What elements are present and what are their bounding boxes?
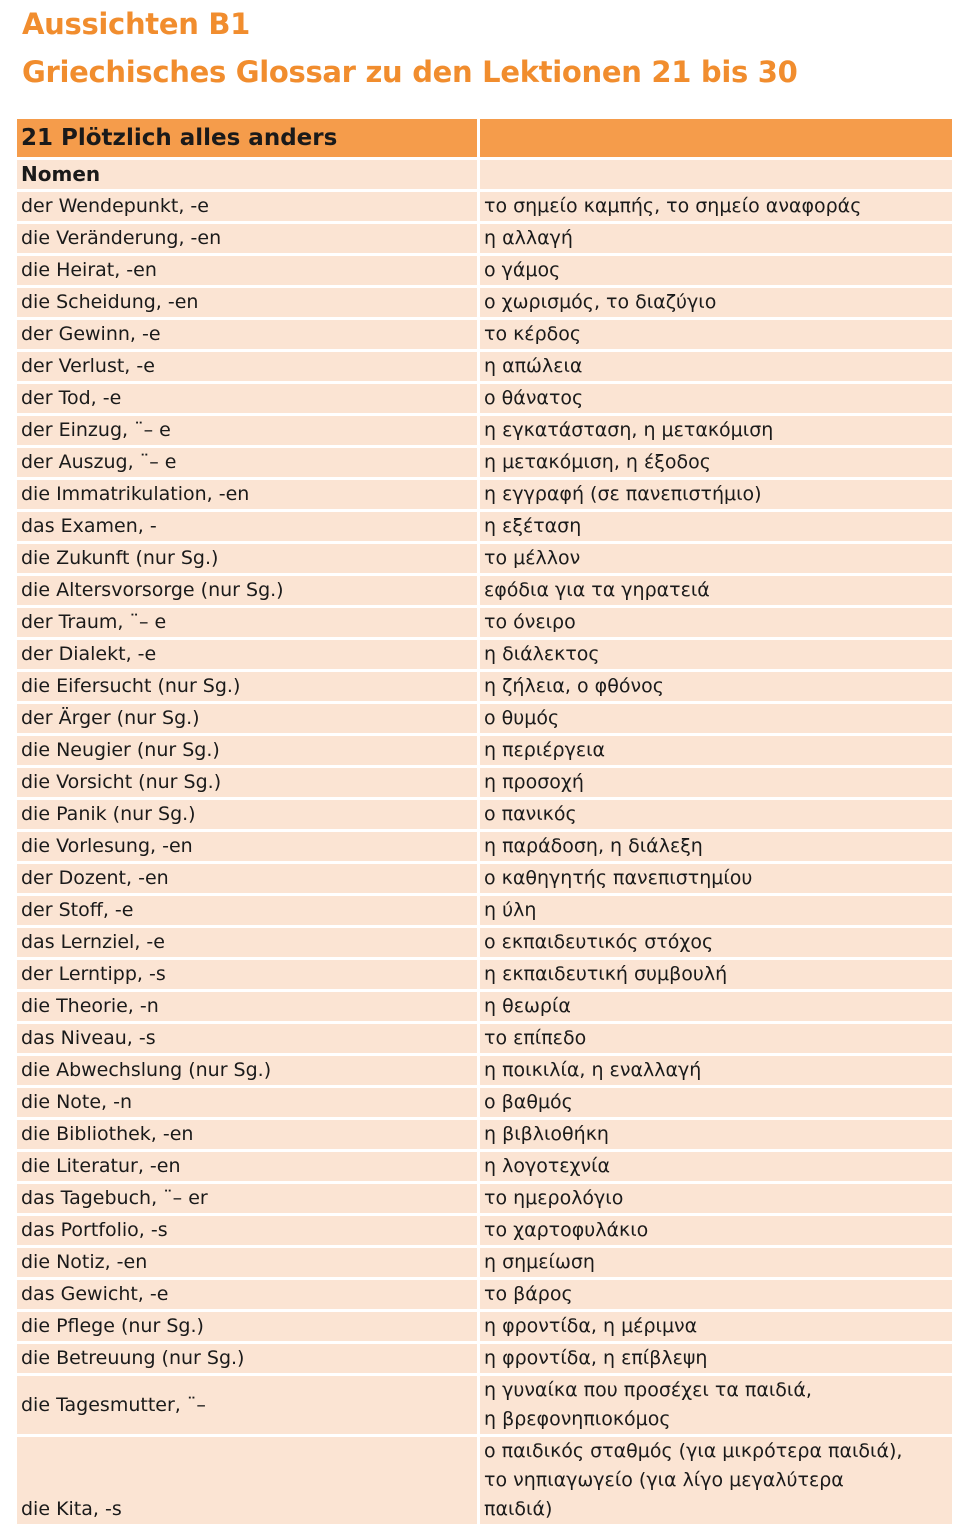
german-term: das Examen, -: [17, 512, 477, 541]
greek-translation: η παράδοση, η διάλεξη: [480, 832, 952, 861]
greek-translation: ο εκπαιδευτικός στόχος: [480, 928, 952, 957]
greek-translation: το όνειρο: [480, 608, 952, 637]
glossary-row: [17, 960, 952, 989]
greek-translation: η ποικιλία, η εναλλαγή: [480, 1056, 952, 1085]
greek-translation: η θεωρία: [480, 992, 952, 1021]
german-term: die Immatrikulation, -en: [17, 480, 477, 509]
glossary-row: [17, 1120, 952, 1149]
greek-translation: το ημερολόγιο: [480, 1184, 952, 1213]
glossary-row: [17, 320, 952, 349]
glossary-row: [17, 864, 952, 893]
german-term: der Gewinn, -e: [17, 320, 477, 349]
greek-translation: η φροντίδα, η επίβλεψη: [480, 1344, 952, 1373]
greek-translation: η βιβλιοθήκη: [480, 1120, 952, 1149]
glossary-row: [17, 1248, 952, 1277]
german-term: das Tagebuch, ¨– er: [17, 1184, 477, 1213]
greek-translation: η διάλεκτος: [480, 640, 952, 669]
glossary-body: [17, 119, 952, 1524]
german-term: die Notiz, -en: [17, 1248, 477, 1277]
greek-translation: το χαρτοφυλάκιο: [480, 1216, 952, 1245]
glossary-row: [17, 896, 952, 925]
glossary-row: [17, 800, 952, 829]
german-term: die Panik (nur Sg.): [17, 800, 477, 829]
german-term: der Lerntipp, -s: [17, 960, 477, 989]
section-title: 21 Plötzlich alles anders: [17, 119, 477, 157]
greek-translation: ο θυμός: [480, 704, 952, 733]
title-line-2: Griechisches Glossar zu den Lektionen 21 bis 30: [22, 55, 798, 89]
glossary-row: [17, 1312, 952, 1341]
greek-translation-line: το νηπιαγωγείο (για λίγο μεγαλύτερα: [484, 1469, 844, 1491]
greek-translation-line: η βρεφονηπιοκόμος: [484, 1408, 671, 1430]
category-title-translation: [480, 160, 952, 189]
glossary-row: [17, 1088, 952, 1117]
glossary-row: [17, 1344, 952, 1373]
german-term: die Kita, -s: [17, 1437, 477, 1524]
glossary-table: [14, 116, 955, 1527]
greek-translation: η λογοτεχνία: [480, 1152, 952, 1181]
german-term: die Tagesmutter, ¨–: [17, 1376, 477, 1434]
german-term: der Einzug, ¨– e: [17, 416, 477, 445]
glossary-row: [17, 1280, 952, 1309]
greek-translation: το κέρδος: [480, 320, 952, 349]
german-term: das Portfolio, -s: [17, 1216, 477, 1245]
glossary-row: [17, 1184, 952, 1213]
german-term: die Bibliothek, -en: [17, 1120, 477, 1149]
glossary-row: [17, 608, 952, 637]
glossary-row: [17, 704, 952, 733]
greek-translation-line: ο παιδικός σταθμός (για μικρότερα παιδιά),: [484, 1440, 903, 1462]
german-term: die Zukunft (nur Sg.): [17, 544, 477, 573]
greek-translation: ο θάνατος: [480, 384, 952, 413]
glossary-row: [17, 192, 952, 221]
glossary-row: [17, 544, 952, 573]
german-term: der Wendepunkt, -e: [17, 192, 477, 221]
german-term: der Tod, -e: [17, 384, 477, 413]
german-term: die Veränderung, -en: [17, 224, 477, 253]
glossary-row: [17, 384, 952, 413]
greek-translation: εφόδια για τα γηρατειά: [480, 576, 952, 605]
document-title: [22, 0, 798, 96]
glossary-row: [17, 512, 952, 541]
glossary-row: [17, 1437, 952, 1524]
greek-translation: η απώλεια: [480, 352, 952, 381]
greek-translation: η εκπαιδευτική συμβουλή: [480, 960, 952, 989]
section-title-translation: [480, 119, 952, 157]
glossary-row: [17, 1152, 952, 1181]
german-term: die Literatur, -en: [17, 1152, 477, 1181]
greek-translation: ο βαθμός: [480, 1088, 952, 1117]
german-term: das Gewicht, -e: [17, 1280, 477, 1309]
greek-translation: ο καθηγητής πανεπιστημίου: [480, 864, 952, 893]
greek-translation: το μέλλον: [480, 544, 952, 573]
glossary-row: [17, 832, 952, 861]
greek-translation: η προσοχή: [480, 768, 952, 797]
german-term: die Heirat, -en: [17, 256, 477, 285]
glossary-row: [17, 1024, 952, 1053]
german-term: die Note, -n: [17, 1088, 477, 1117]
glossary-row: [17, 352, 952, 381]
german-term: das Lernziel, -e: [17, 928, 477, 957]
greek-translation: η περιέργεια: [480, 736, 952, 765]
glossary-row: [17, 224, 952, 253]
greek-translation-line: παιδιά): [484, 1498, 553, 1520]
german-term: der Stoff, -e: [17, 896, 477, 925]
german-term: der Auszug, ¨– e: [17, 448, 477, 477]
german-term: die Scheidung, -en: [17, 288, 477, 317]
german-term: die Theorie, -n: [17, 992, 477, 1021]
german-term: die Betreuung (nur Sg.): [17, 1344, 477, 1373]
greek-translation: [480, 1437, 952, 1524]
greek-translation: ο πανικός: [480, 800, 952, 829]
german-term: die Pflege (nur Sg.): [17, 1312, 477, 1341]
greek-translation: η μετακόμιση, η έξοδος: [480, 448, 952, 477]
greek-translation: η εγγραφή (σε πανεπιστήμιο): [480, 480, 952, 509]
greek-translation: η ζήλεια, ο φθόνος: [480, 672, 952, 701]
greek-translation: το βάρος: [480, 1280, 952, 1309]
greek-translation: η αλλαγή: [480, 224, 952, 253]
glossary-row: [17, 1056, 952, 1085]
german-term: die Abwechslung (nur Sg.): [17, 1056, 477, 1085]
title-line-1: Aussichten B1: [22, 7, 251, 41]
glossary-row: [17, 480, 952, 509]
german-term: die Altersvorsorge (nur Sg.): [17, 576, 477, 605]
category-header-row: [17, 160, 952, 189]
glossary-row: [17, 640, 952, 669]
glossary-row: [17, 672, 952, 701]
greek-translation-line: η γυναίκα που προσέχει τα παιδιά,: [484, 1379, 812, 1401]
glossary-row: [17, 768, 952, 797]
greek-translation: η εξέταση: [480, 512, 952, 541]
glossary-row: [17, 1216, 952, 1245]
greek-translation: η σημείωση: [480, 1248, 952, 1277]
greek-translation: ο χωρισμός, το διαζύγιο: [480, 288, 952, 317]
glossary-row: [17, 448, 952, 477]
glossary-row: [17, 1376, 952, 1434]
german-term: der Dialekt, -e: [17, 640, 477, 669]
glossary-row: [17, 992, 952, 1021]
german-term: die Vorsicht (nur Sg.): [17, 768, 477, 797]
glossary-row: [17, 928, 952, 957]
glossary-row: [17, 416, 952, 445]
german-term: die Neugier (nur Sg.): [17, 736, 477, 765]
german-term: der Dozent, -en: [17, 864, 477, 893]
glossary-row: [17, 256, 952, 285]
glossary-row: [17, 736, 952, 765]
german-term: der Ärger (nur Sg.): [17, 704, 477, 733]
german-term: der Traum, ¨– e: [17, 608, 477, 637]
greek-translation: το σημείο καμπής, το σημείο αναφοράς: [480, 192, 952, 221]
glossary-row: [17, 576, 952, 605]
german-term: das Niveau, -s: [17, 1024, 477, 1053]
greek-translation: [480, 1376, 952, 1434]
greek-translation: ο γάμος: [480, 256, 952, 285]
glossary-row: [17, 288, 952, 317]
greek-translation: η ύλη: [480, 896, 952, 925]
section-header-row: [17, 119, 952, 157]
german-term: der Verlust, -e: [17, 352, 477, 381]
greek-translation: το επίπεδο: [480, 1024, 952, 1053]
greek-translation: η φροντίδα, η μέριμνα: [480, 1312, 952, 1341]
german-term: die Eifersucht (nur Sg.): [17, 672, 477, 701]
category-title: Nomen: [17, 160, 477, 189]
german-term: die Vorlesung, -en: [17, 832, 477, 861]
greek-translation: η εγκατάσταση, η μετακόμιση: [480, 416, 952, 445]
